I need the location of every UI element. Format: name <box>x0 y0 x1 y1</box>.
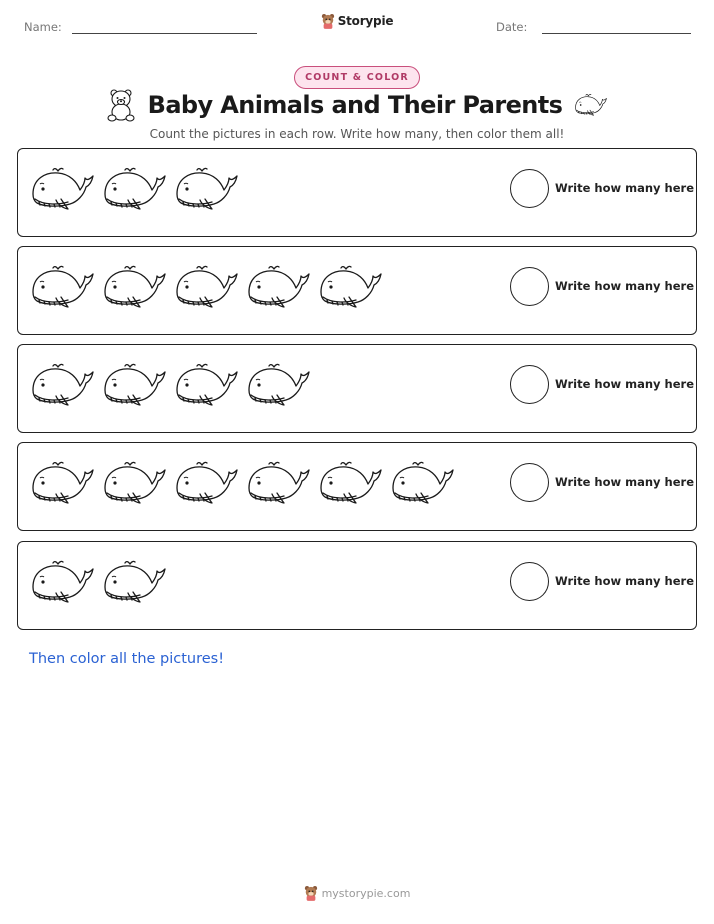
whale-icon[interactable] <box>102 363 168 407</box>
whale-icon[interactable] <box>174 167 240 211</box>
name-write-line[interactable] <box>72 33 257 34</box>
answer-circle[interactable] <box>510 463 549 502</box>
whale-icon[interactable] <box>102 167 168 211</box>
storypie-bear-logo-icon <box>304 885 318 901</box>
whale-icon[interactable] <box>246 265 312 309</box>
whale-icon[interactable] <box>246 461 312 505</box>
storypie-bear-logo-icon <box>321 13 335 29</box>
page-title: Baby Animals and Their Parents <box>147 91 563 119</box>
whale-icon <box>574 93 608 117</box>
brand-name: Storypie <box>337 14 394 28</box>
count-row <box>17 541 697 630</box>
answer-label: Write how many here <box>555 279 694 293</box>
coloring-instruction: Then color all the pictures! <box>29 651 225 667</box>
name-label: Name: <box>24 20 62 34</box>
whale-group <box>30 363 312 407</box>
answer-label: Write how many here <box>555 475 694 489</box>
answer-label: Write how many here <box>555 181 694 195</box>
date-write-line[interactable] <box>542 33 691 34</box>
whale-group <box>30 461 456 505</box>
footer-brand <box>0 885 714 901</box>
whale-icon[interactable] <box>174 461 240 505</box>
whale-icon[interactable] <box>30 461 96 505</box>
whale-icon[interactable] <box>174 363 240 407</box>
answer-label: Write how many here <box>555 574 694 588</box>
whale-icon[interactable] <box>174 265 240 309</box>
answer-label: Write how many here <box>555 377 694 391</box>
count-row <box>17 148 697 237</box>
count-row <box>17 344 697 433</box>
whale-icon[interactable] <box>318 461 384 505</box>
whale-icon[interactable] <box>102 560 168 604</box>
footer-url: mystorypie.com <box>321 886 411 900</box>
whale-group <box>30 560 168 604</box>
whale-icon[interactable] <box>102 265 168 309</box>
instructions: Count the pictures in each row. Write how many, then color them all! <box>149 127 565 141</box>
answer-circle[interactable] <box>510 562 549 601</box>
whale-icon[interactable] <box>30 363 96 407</box>
whale-icon[interactable] <box>30 560 96 604</box>
brand-logo <box>0 13 714 29</box>
whale-icon[interactable] <box>318 265 384 309</box>
whale-icon[interactable] <box>30 167 96 211</box>
whale-icon[interactable] <box>246 363 312 407</box>
activity-badge: COUNT & COLOR <box>294 66 420 89</box>
count-row <box>17 246 697 335</box>
whale-icon[interactable] <box>102 461 168 505</box>
teddy-bear-icon <box>106 88 136 122</box>
answer-circle[interactable] <box>510 267 549 306</box>
whale-group <box>30 265 384 309</box>
date-label: Date: <box>496 20 528 34</box>
whale-icon[interactable] <box>390 461 456 505</box>
answer-circle[interactable] <box>510 169 549 208</box>
answer-circle[interactable] <box>510 365 549 404</box>
whale-group <box>30 167 240 211</box>
count-row <box>17 442 697 531</box>
whale-icon[interactable] <box>30 265 96 309</box>
